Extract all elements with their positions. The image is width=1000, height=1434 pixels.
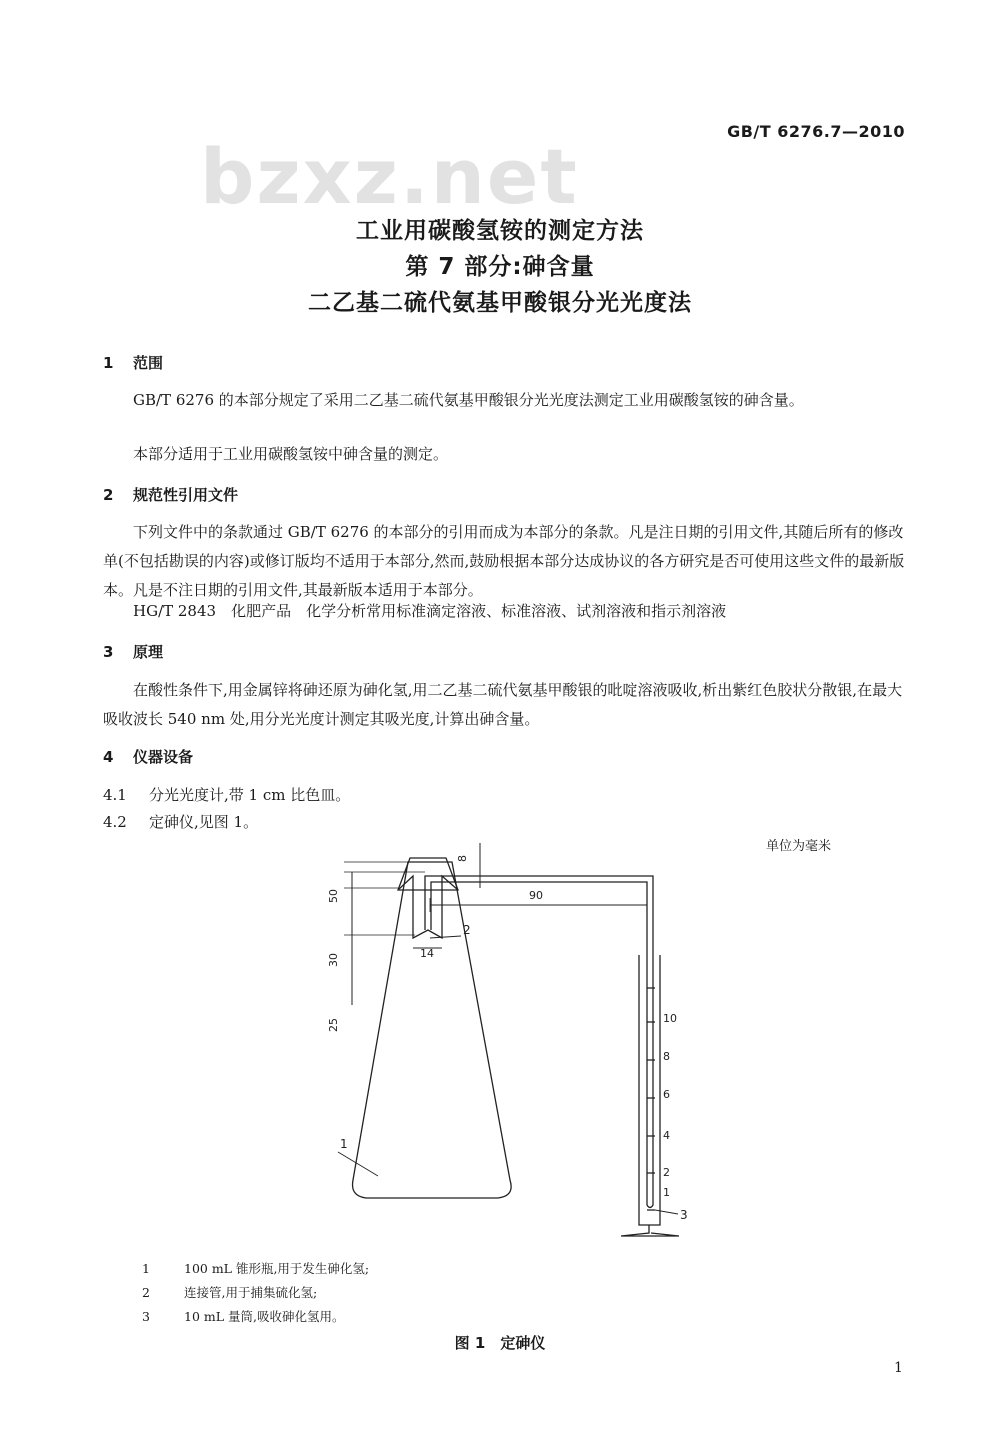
item-number: 4.1 — [103, 786, 127, 804]
section-2-paragraph-1: 下列文件中的条款通过 GB/T 6276 的本部分的引用而成为本部分的条款。凡是注日期的引用文件,其随后所有的修改单(不包括勘误的内容)或修订版均不适用于本部分,然而,鼓励根据本部分达成协议的各方研究是否可使用这些文件的最新版本。凡是不注日期的引用文件,其最新版本适用于本部分。 — [103, 523, 905, 599]
dim-90: 90 — [529, 889, 543, 902]
section-3-paragraph-1: 在酸性条件下,用金属锌将砷还原为砷化氢,用二乙基二硫代氨基甲酸银的吡啶溶液吸收,析出紫红色胶状分散银,在最大吸收波长 540 nm 处,用分光光度计测定其吸光度,计算出砷含量。 — [103, 681, 903, 728]
dim-14: 14 — [420, 947, 434, 960]
conical-flask — [353, 862, 512, 1198]
callout-3: 3 — [680, 1208, 688, 1222]
unit-note: 单位为毫米 — [766, 839, 832, 854]
legend-number: 2 — [142, 1285, 150, 1300]
callout-2: 2 — [463, 923, 471, 937]
dim-30: 30 — [327, 953, 340, 967]
dim-8: 8 — [456, 855, 469, 862]
cylinder-base — [621, 1225, 679, 1236]
title-line-2: 第 7 部分:砷含量 — [405, 254, 595, 280]
trap-connector-upper — [398, 876, 458, 938]
trap-connector-cone — [398, 858, 458, 890]
scale-6: 6 — [663, 1088, 670, 1101]
section-number: 2 — [103, 486, 114, 504]
scale-4: 4 — [663, 1129, 670, 1142]
legend-text: 10 mL 量筒,吸收砷化氢用。 — [184, 1309, 345, 1324]
legend-text: 连接管,用于捕集硫化氢; — [184, 1285, 318, 1300]
section-number: 3 — [103, 643, 114, 661]
section-title: 范围 — [133, 354, 164, 372]
title-line-1: 工业用碳酸氢铵的测定方法 — [356, 218, 644, 244]
legend-number: 1 — [142, 1261, 150, 1276]
section-number: 1 — [103, 354, 114, 372]
page-number: 1 — [894, 1360, 903, 1376]
title-line-3: 二乙基二硫代氨基甲酸银分光光度法 — [308, 290, 692, 316]
section-title: 规范性引用文件 — [133, 486, 239, 504]
legend-number: 3 — [142, 1309, 150, 1324]
section-1-paragraph-2: 本部分适用于工业用碳酸氢铵中砷含量的测定。 — [133, 445, 449, 463]
item-text: 定砷仪,见图 1。 — [149, 813, 259, 831]
scale-8: 8 — [663, 1050, 670, 1063]
graduated-cylinder — [639, 955, 660, 1225]
legend-text: 100 mL 锥形瓶,用于发生砷化氢; — [184, 1261, 370, 1276]
item-text: 分光光度计,带 1 cm 比色皿。 — [149, 786, 351, 804]
scale-1: 1 — [663, 1186, 670, 1199]
section-1-paragraph-1: GB/T 6276 的本部分规定了采用二乙基二硫代氨基甲酸银分光光度法测定工业用碳酸氢铵的砷含量。 — [133, 391, 804, 409]
watermark: bzxz.net — [200, 132, 579, 221]
standard-code: GB/T 6276.7—2010 — [727, 122, 905, 141]
figure-caption: 图 1 定砷仪 — [454, 1334, 546, 1352]
section-title: 原理 — [133, 643, 164, 661]
callout-1: 1 — [340, 1137, 348, 1151]
scale-2: 2 — [663, 1166, 670, 1179]
section-title: 仪器设备 — [133, 748, 194, 766]
section-number: 4 — [103, 748, 114, 766]
delivery-tube — [425, 876, 653, 955]
legend-item-2 — [142, 1283, 317, 1301]
legend-item-3 — [142, 1307, 344, 1325]
dim-25: 25 — [327, 1018, 340, 1032]
normative-reference: HG/T 2843 化肥产品 化学分析常用标准滴定溶液、标准溶液、试剂溶液和指示剂溶液 — [133, 602, 727, 620]
scale-10: 10 — [663, 1012, 677, 1025]
dim-50: 50 — [327, 889, 340, 903]
legend-item-1 — [142, 1259, 369, 1277]
item-number: 4.2 — [103, 813, 127, 831]
